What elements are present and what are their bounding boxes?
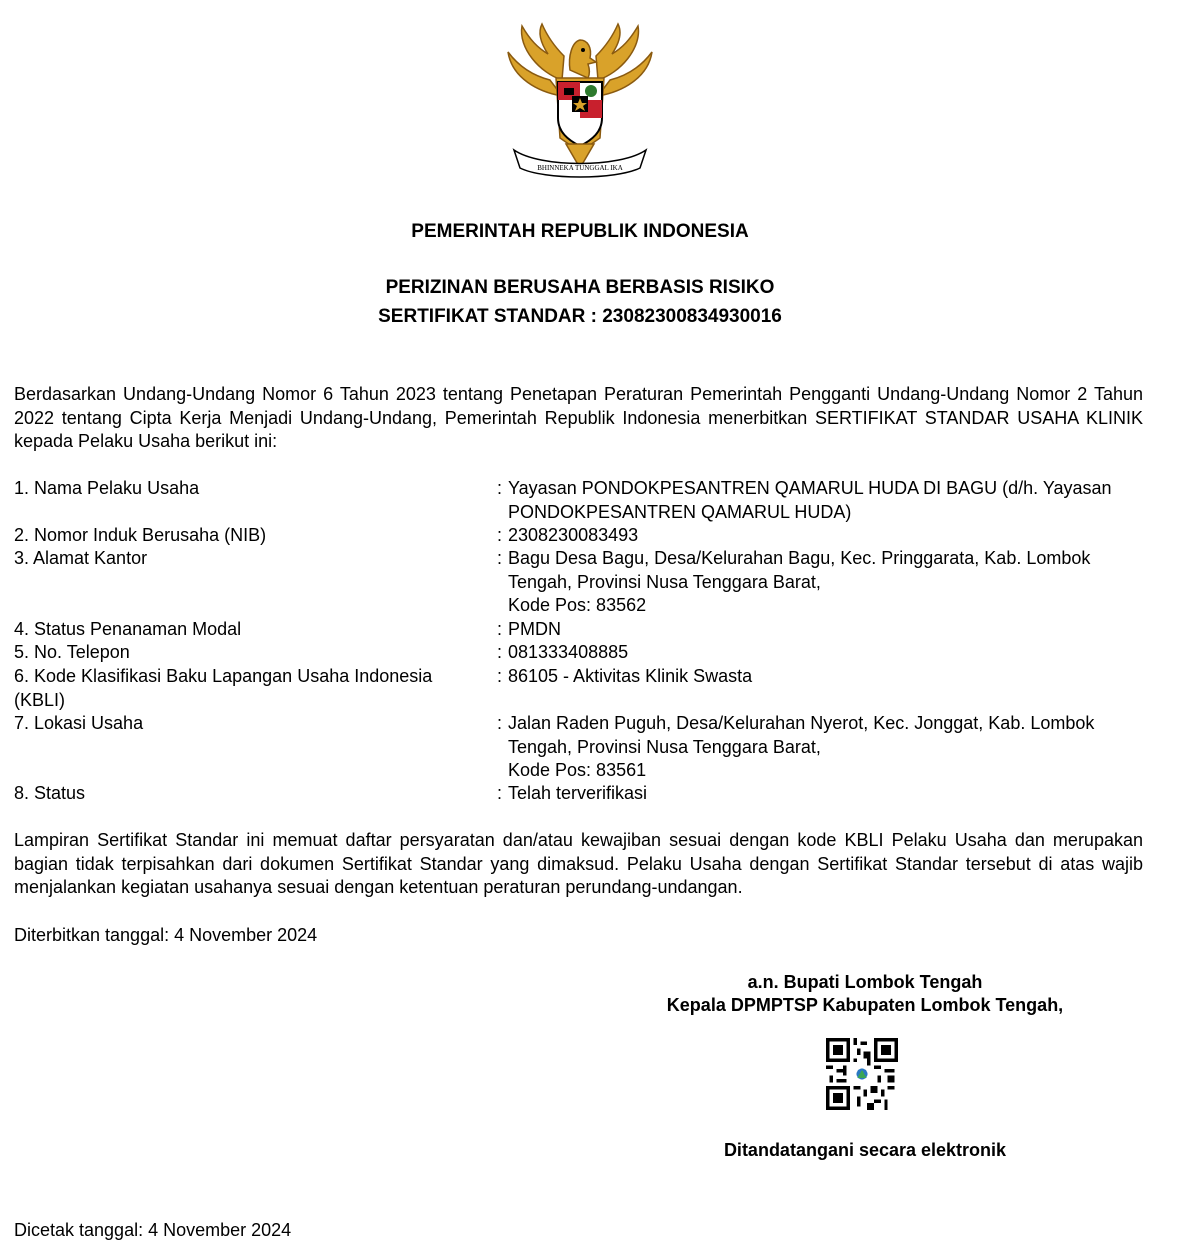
attachment-note: Lampiran Sertifikat Standar ini memuat daftar persyaratan dan/atau kewajiban sesuai dengan kode KBLI Pelaku Usaha dan merupakan bagian tidak terpisahkan dari dokumen Sertifikat Standar yang dimaksud. Pelaku Usaha dengan Sertifikat Standar tersebut di atas wajib menjalankan kegiatan usahanya sesuai dengan ketentuan peraturan perundang-undangan. <box>14 830 1143 897</box>
field-value: : 081333408885 <box>497 641 1158 665</box>
field-label: 2. Nomor Induk Berusaha (NIB) <box>14 525 267 545</box>
garuda-emblem-icon <box>500 18 660 194</box>
field-label: 6. Kode Klasifikasi Baku Lapangan Usaha Indonesia (KBLI) <box>14 666 433 710</box>
government-title: PEMERINTAH REPUBLIK INDONESIA <box>411 221 749 242</box>
postal-code: Kode Pos: 83561 <box>508 760 647 780</box>
field-value: : PMDN <box>497 618 1158 642</box>
field-colon: : <box>497 548 503 568</box>
field-label: 3. Alamat Kantor <box>14 548 148 568</box>
qr-code-icon[interactable] <box>826 1038 898 1110</box>
signatory-line-2: Kepala DPMPTSP Kabupaten Lombok Tengah, <box>666 995 1064 1015</box>
field-value: : Telah terverifikasi <box>497 782 1158 806</box>
electronic-signature-note: Ditandatangani secara elektronik <box>723 1140 1007 1160</box>
field-label: 5. No. Telepon <box>14 642 130 662</box>
field-value: : Yayasan PONDOKPESANTREN QAMARUL HUDA DI BAGU (d/h. Yayasan PONDOKPESANTREN QAMARUL HUDA) <box>497 478 1112 522</box>
emblem-motto: BHINNEKA TUNGGAL IKA <box>537 164 623 172</box>
field-colon: : <box>497 642 503 662</box>
field-value: : Jalan Raden Puguh, Desa/Kelurahan Nyerot, Kec. Jonggat, Kab. Lombok Tengah, Provinsi Nusa Tenggara Barat, Kode Pos: 83561 <box>497 713 1095 780</box>
issued-date: Diterbitkan tanggal: 4 November 2024 <box>14 925 318 945</box>
field-value: : 2308230083493 <box>497 524 1158 548</box>
field-colon: : <box>497 783 503 803</box>
certificate-number: SERTIFIKAT STANDAR : 23082300834930016 <box>378 306 782 327</box>
printed-date: Dicetak tanggal: 4 November 2024 <box>14 1220 292 1240</box>
field-colon: : <box>497 525 503 545</box>
field-colon: : <box>497 666 503 686</box>
intro-paragraph: Berdasarkan Undang-Undang Nomor 6 Tahun 2023 tentang Penetapan Peraturan Pemerintah Pengganti Undang-Undang Nomor 2 Tahun 2022 tentang Cipta Kerja Menjadi Undang-Undang, Pemerintah Republik Indonesia menerbitkan SERTIFIKAT STANDAR USAHA KLINIK kepada Pelaku Usaha berikut ini: <box>14 384 1143 451</box>
document-title: PERIZINAN BERUSAHA BERBASIS RISIKO <box>385 277 775 298</box>
field-value: : 86105 - Aktivitas Klinik Swasta <box>497 665 1158 689</box>
field-label: 4. Status Penanaman Modal <box>14 619 242 639</box>
field-colon: : <box>497 619 503 639</box>
field-value: : Bagu Desa Bagu, Desa/Kelurahan Bagu, Kec. Pringgarata, Kab. Lombok Tengah, Provinsi Nusa Tenggara Barat, Kode Pos: 83562 <box>497 548 1091 615</box>
field-colon: : <box>497 478 503 498</box>
postal-code: Kode Pos: 83562 <box>508 595 647 615</box>
field-label: 8. Status <box>14 783 86 803</box>
field-label: 7. Lokasi Usaha <box>14 713 144 733</box>
field-label: 1. Nama Pelaku Usaha <box>14 478 200 498</box>
signatory-line-1: a.n. Bupati Lombok Tengah <box>747 972 983 992</box>
field-colon: : <box>497 713 503 733</box>
